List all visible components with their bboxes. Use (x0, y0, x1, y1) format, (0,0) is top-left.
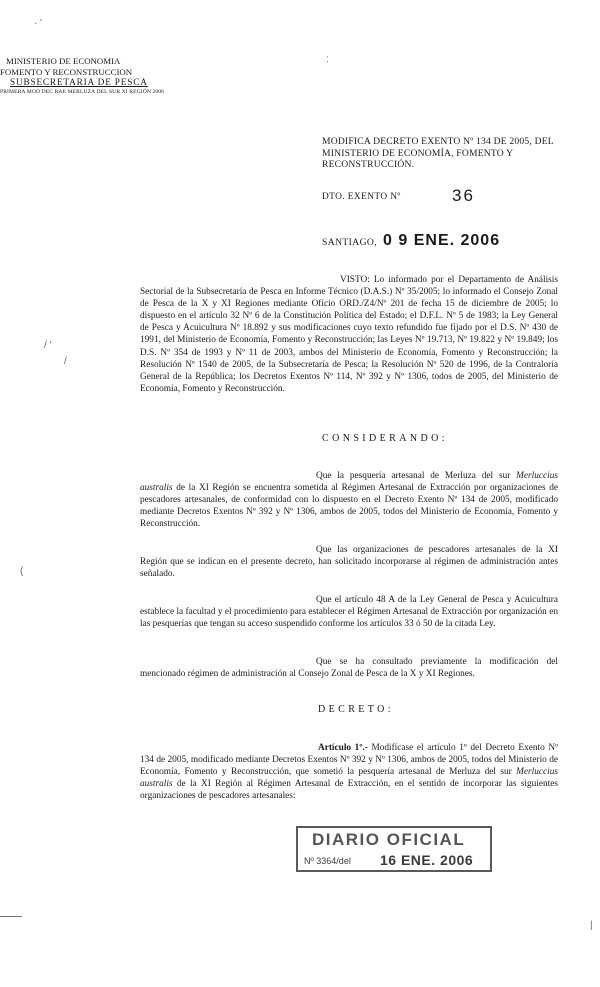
ministry-subtitle: FOMENTO Y RECONSTRUCCION (0, 67, 133, 77)
considerando-paragraph-4: Que se ha consultado previamente la modificación del mencionado régimen de administración al Consejo Zonal de Pesca de la X y XI Regiones. (140, 657, 558, 680)
stamp-title: DIARIO OFICIAL (312, 830, 466, 849)
diario-oficial-stamp (296, 826, 492, 872)
document-title: MODIFICA DECRETO EXENTO Nº 134 DE 2005, DEL MINISTERIO DE ECONOMÍA, FOMENTO Y RECONSTRUCCIÓN. (322, 136, 554, 170)
species-name: Merluccius australis (140, 767, 558, 790)
considerando-heading: CONSIDERANDO: (322, 433, 448, 444)
scan-mark: / (64, 356, 67, 367)
stamp-date: 16 ENE. 2006 (380, 852, 474, 868)
dateline-city: SANTIAGO, (322, 237, 378, 248)
considerando-paragraph-3: Que el artículo 48 A de la Ley General de Pesca y Acuicultura establece la facultad y el procedimiento para establecer el Régimen Artesanal de Extracción por organización en las pesquerías que tengan su acceso suspendido conforme los artículos 33 ó 50 de la citada Ley. (140, 595, 558, 630)
scan-mark: / ' (44, 340, 52, 351)
text-segment: de la XI Región al Régimen Artesanal de Extracción, en el sentido de incorporar las siguientes organizaciones de pescadores artesanales: (140, 779, 558, 802)
date-stamp: 0 9 ENE. 2006 (383, 232, 501, 249)
decree-label: DTO. EXENTO Nº (322, 192, 401, 202)
considerando-paragraph-2: Que las organizaciones de pescadores artesanales de la XI Región que se indican en el presente decreto, han solicitado incorporarse al régimen de administración antes señalado. (140, 545, 558, 580)
scan-mark: | (590, 920, 593, 931)
scan-mark: ( (20, 566, 24, 577)
considerando-paragraph-1 (140, 470, 558, 530)
article-label: Artículo 1º.- (318, 743, 368, 753)
scan-mark: · ' (34, 18, 43, 29)
undersecretariat-name: SUBSECRETARIA DE PESCA (10, 78, 148, 88)
text-segment: Modifícase el artículo 1º del Decreto Exento Nº 134 de 2005, modificado mediante Decretos Exentos Nº 392 y Nº 1306, ambos de 2005, todos del Ministerio de Economía, Fomento y Reconstrucción, que sometió la pesquería artesanal de Merluza del sur (140, 743, 558, 778)
scan-mark: : (326, 54, 329, 65)
species-name: Merluccius australis (140, 471, 558, 494)
decree-number: 36 (452, 186, 475, 205)
ministry-name: MINISTERIO DE ECONOMIA (6, 56, 121, 66)
decreto-heading: DECRETO: (318, 704, 394, 715)
text-segment: Que la pesquería artesanal de Merluza del sur (316, 471, 517, 481)
dateline (322, 232, 500, 250)
stamp-number: Nº 3364/del (304, 856, 351, 866)
visto-paragraph: VISTO: Lo informado por el Departamento de Análisis Sectorial de la Subsecretaría de Pesca en Informe Técnico (D.A.S.) Nº 35/2005; lo informado el Consejo Zonal de Pesca de la X y XI Regiones mediante Oficio ORD./Z4/Nº 201 de fecha 15 de diciembre de 2005; lo dispuesto en el artículo 32 Nº 6 de la Constitución Política del Estado; el D.F.L. Nº 5 de 1983; la Ley General de Pesca y Acuicultura Nº 18.892 y sus modificaciones cuyo texto refundido fue fijado por el D.S. Nº 430 de 1991, del Ministerio de Economía, Fomento y Reconstrucción; las Leyes Nº 19.713, Nº 19.822 y Nº 19.849; los D.S. Nº 354 de 1993 y Nº 11 de 2003, ambos del Ministerio de Economía, Fomento y Reconstrucción; la Resolución Nº 1540 de 2005, de la Subsecretaría de Pesca; la Resolución Nº 520 de 1996, de la Contraloría General de la República; los Decretos Exentos Nº 114, Nº 392 y Nº 1306, todos de 2005, del Ministerio de Economía, Fomento y Reconstrucción. (140, 275, 558, 394)
article-1-paragraph (140, 742, 558, 802)
file-reference: PRIMERA MOD DEC RAE MERLUZA DEL SUR XI REGIÓN 2006 (0, 89, 165, 95)
letterhead (0, 56, 260, 96)
text-segment: de la XI Región se encuentra sometida al Régimen Artesanal de Extracción por organizaciones de pescadores artesanales, de conformidad con lo dispuesto en el Decreto Exento Nº 134 de 2005, modificado mediante Decretos Exentos Nº 392 y Nº 1306, ambos de 2005, todos del Ministerio de Economía, Fomento y Reconstrucción. (140, 483, 558, 530)
scan-line (0, 916, 22, 917)
